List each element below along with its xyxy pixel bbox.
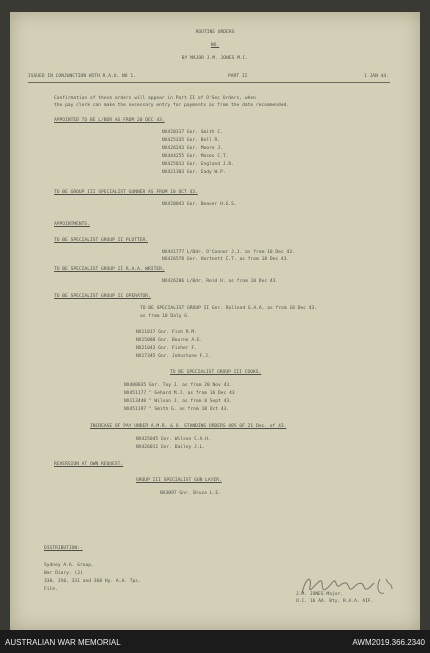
personnel-row: TO BE SPECIALIST GROUP II Gnr. Rollond G.A.A. as from 18 Dec 43. xyxy=(140,306,318,311)
personnel-row: NX426286 L/Bdr. Reid H. as from 18 Dec 43. xyxy=(162,279,279,284)
section-heading: GROUP III SPECIALIST GUN LAYER. xyxy=(136,478,222,483)
personnel-row: NX451177 " Gehard M.J. as from 16 Dec 43 xyxy=(124,391,235,396)
intro-line: the pay clerk can make the necessary entry for payments as from the date recommended. xyxy=(54,103,290,108)
footer-bar xyxy=(0,630,430,653)
section-heading: APPOINTMENTS. xyxy=(54,222,90,227)
order-part: PART II xyxy=(228,74,248,79)
personnel-row: NX425013 Gnr. England J.B. xyxy=(162,162,234,167)
personnel-row: NX420317 Gnr. Smith C. xyxy=(162,130,223,135)
document-page xyxy=(10,12,420,630)
section-heading: TO BE GROUP III SPECIALIST GUNNER AS FROM 10 OCT 43. xyxy=(54,190,198,195)
personnel-row: NX3097 Gnr. Bruce L.E. xyxy=(160,491,221,496)
distribution-heading: DISTRIBUTION:- xyxy=(44,546,83,551)
personnel-row: NX11017 Gnr. Fish R.M. xyxy=(136,330,197,335)
section-heading: REVERSION AT OWN REQUEST. xyxy=(54,462,124,467)
header-rule xyxy=(28,82,390,83)
distribution-line: File. xyxy=(44,587,58,592)
order-title: ROUTINE ORDERS xyxy=(195,30,235,35)
personnel-row: NX400035 Gnr. Toy J. as from 20 Nov 43. xyxy=(124,383,232,388)
personnel-row: NX425335 Gnr. Bell R. xyxy=(162,138,221,143)
distribution-line: War Diary. (2) xyxy=(44,571,83,576)
signatory-title: O.C. 16 AA. Bty. R.A.A. AIF. xyxy=(296,599,374,604)
personnel-row: NX425045 Gnr. Wilson C.A.H. xyxy=(136,437,211,442)
section-heading: TO BE SPECIALIST GROUP II R.A.A. WRITER. xyxy=(54,267,165,272)
personnel-row: NX21043 Gnr. Fisher F. xyxy=(136,346,197,351)
institution-label: AUSTRALIAN WAR MEMORIAL xyxy=(5,638,121,647)
section-heading: TO BE SPECIALIST GROUP II OPERATOR. xyxy=(54,294,151,299)
section-heading: APPOINTED TO BE L/BDR AS FROM 20 DEC 43. xyxy=(54,118,165,123)
section-heading: TO BE SPECIALIST GROUP II PLOTTER. xyxy=(54,238,149,243)
personnel-row: NX441777 L/Bdr. O'Connor J.J. as from 18 Dec 43. xyxy=(162,250,295,255)
personnel-row: NX426011 Gnr. Dailey J.L. xyxy=(136,445,206,450)
accession-number: AWM2019.366.2340 xyxy=(352,638,425,647)
distribution-line: 330, 350, 331 and 360 Hy. A.A. Tps. xyxy=(44,579,141,584)
personnel-row: as from 18 Daly G. xyxy=(140,314,190,319)
personnel-row: NX426578 Gnr. Hartnett C.T. as from 18 Dec 43. xyxy=(162,257,290,262)
intro-line: Confirmation of these orders will appear in Part II of O'Sec Orders, when xyxy=(54,96,256,101)
order-date: 1 JAN 44. xyxy=(364,74,389,79)
distribution-line: Sydney A.A. Group. xyxy=(44,563,94,568)
personnel-row: NX451197 " Smith G. as from 18 Oct 43. xyxy=(124,407,230,412)
personnel-row: NX421303 Gnr. Eady W.P. xyxy=(162,170,226,175)
personnel-row: NX113440 " Wilson J. as from 8 Sept 43. xyxy=(124,399,232,404)
section-heading: INCREASE OF PAY UNDER A.M.R. & O. STANDING ORDERS 405 OF 21 Dec. of 43. xyxy=(90,424,287,429)
signatory-name: J.M. JONES Major. xyxy=(296,592,344,597)
personnel-row: NX420043 Gnr. Beaver H.G.S. xyxy=(162,202,237,207)
section-heading: TO BE SPECIALIST GROUP III COOKS. xyxy=(170,370,262,375)
personnel-row: NX15088 Gnr. Bourne A.E. xyxy=(136,338,203,343)
personnel-row: NX17345 Gnr. Johnstone F.J. xyxy=(136,354,211,359)
order-number: NO. xyxy=(210,43,220,48)
personnel-row: NX444255 Gnr. Moses C.T. xyxy=(162,154,229,159)
issued-by: BY MAJOR J.M. JONES M.C. xyxy=(181,56,249,61)
issued-conjunction: ISSUED IN CONJUNCTION WITH R.A.O. NO 1. xyxy=(28,74,136,79)
personnel-row: NX426243 Gnr. Moore J. xyxy=(162,146,223,151)
